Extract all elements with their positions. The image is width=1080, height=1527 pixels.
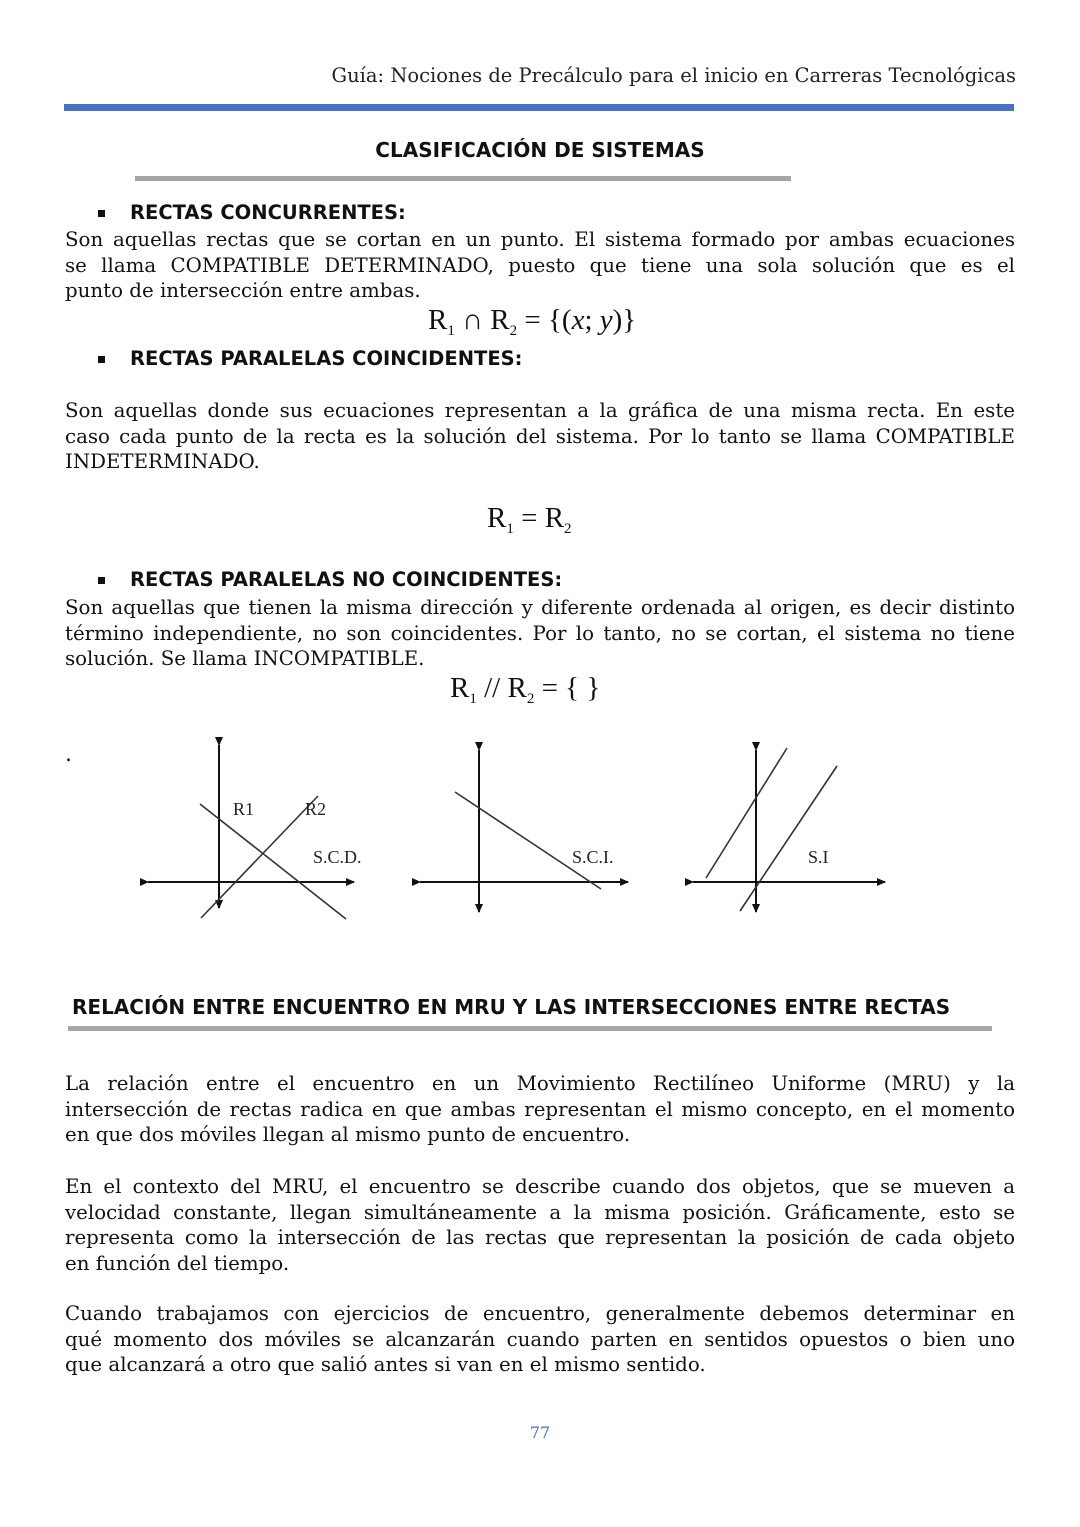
equation-concurrentes: $R_1$ ∩ $R_2 = \{(x$; y)} [428, 304, 637, 339]
text-line: se llama COMPATIBLE DETERMINADO, puesto que tiene una sola solución que es el [65, 253, 1015, 277]
label-r2: R2 [305, 799, 327, 819]
paragraph-concurrentes [65, 227, 1015, 304]
graph-scd [148, 745, 362, 919]
paragraph-relacion-3 [65, 1301, 1015, 1378]
text-line: qué momento dos móviles se alcanzarán cuando parten en sentidos opuestos o bien uno [65, 1327, 1015, 1351]
text-line: INDETERMINADO. [65, 450, 260, 473]
equation-coincidentes: $R_1 = R_2$ [487, 502, 572, 537]
bullet-icon [98, 210, 105, 217]
section-title-clasificacion: CLASIFICACIÓN DE SISTEMAS [375, 138, 705, 162]
text-line: En el contexto del MRU, el encuentro se describe cuando dos objetos, que se mueven a [65, 1175, 1015, 1198]
heading-concurrentes: RECTAS CONCURRENTES: [130, 201, 406, 224]
section-title-underline [135, 176, 791, 181]
text-line: en que dos móviles llegan al mismo punto de encuentro. [65, 1123, 631, 1146]
text-line: Son aquellas rectas que se cortan en un punto. El sistema formado por ambas ecuaciones [65, 228, 1015, 251]
paragraph-no-coincidentes [65, 595, 1015, 672]
header-title: Guía: Nociones de Precálculo para el inicio en Carreras Tecnológicas [331, 64, 1016, 87]
paragraph-coincidentes [65, 398, 1015, 475]
text-line: Son aquellas donde sus ecuaciones representan a la gráfica de una misma recta. En este [65, 399, 1015, 422]
paragraph-relacion-2 [65, 1174, 1015, 1276]
page-number: 77 [529, 1423, 551, 1442]
text-line: caso cada punto de la recta es la solución del sistema. Por lo tanto se llama COMPATIBLE [65, 424, 1015, 448]
stray-dot: . [65, 742, 72, 767]
bullet-icon [98, 356, 105, 363]
section-title-underline [68, 1026, 992, 1031]
line-coincident [455, 792, 601, 889]
equation-no-coincidentes: $R_1 // R_2$ = { } [450, 672, 601, 707]
label-sci: S.C.I. [572, 847, 614, 867]
heading-no-coincidentes: RECTAS PARALELAS NO COINCIDENTES: [130, 568, 563, 591]
text-line: en función del tiempo. [65, 1251, 290, 1275]
line-parallel-2 [740, 766, 837, 911]
text-line: intersección de rectas radica en que ambas representan el mismo concepto, en el momento [65, 1097, 1015, 1121]
text-line: representa como la intersección de las rectas que representan la posición de cada objeto [65, 1226, 1015, 1249]
label-si: S.I [808, 847, 829, 867]
label-scd: S.C.D. [313, 847, 362, 867]
section-title-relacion: RELACIÓN ENTRE ENCUENTRO EN MRU Y LAS INTERSECCIONES ENTRE RECTAS [72, 995, 951, 1019]
text-line: Son aquellas que tienen la misma dirección y diferente ordenada al origen, es decir distinto [65, 596, 1015, 619]
label-r1: R1 [233, 799, 255, 819]
header-rule [64, 104, 1014, 111]
graph-sci [420, 750, 628, 912]
text-line: término independiente, no son coincidentes. Por lo tanto, no se cortan, el sistema no tiene [65, 621, 1015, 645]
text-line: solución. Se llama INCOMPATIBLE. [65, 647, 425, 670]
graph-si [693, 748, 885, 912]
systems-graphs [0, 730, 1080, 930]
text-line: La relación entre el encuentro en un Movimiento Rectilíneo Uniforme (MRU) y la [65, 1072, 1015, 1095]
bullet-icon [98, 577, 105, 584]
heading-coincidentes: RECTAS PARALELAS COINCIDENTES: [130, 347, 523, 370]
text-line: punto de intersección entre ambas. [65, 279, 421, 302]
paragraph-relacion-1 [65, 1071, 1015, 1148]
text-line: Cuando trabajamos con ejercicios de encuentro, generalmente debemos determinar en [65, 1302, 1015, 1325]
text-line: que alcanzará a otro que salió antes si van en el mismo sentido. [65, 1353, 706, 1376]
text-line: velocidad constante, llegan simultáneamente a la misma posición. Gráficamente, esto se [65, 1200, 1015, 1224]
